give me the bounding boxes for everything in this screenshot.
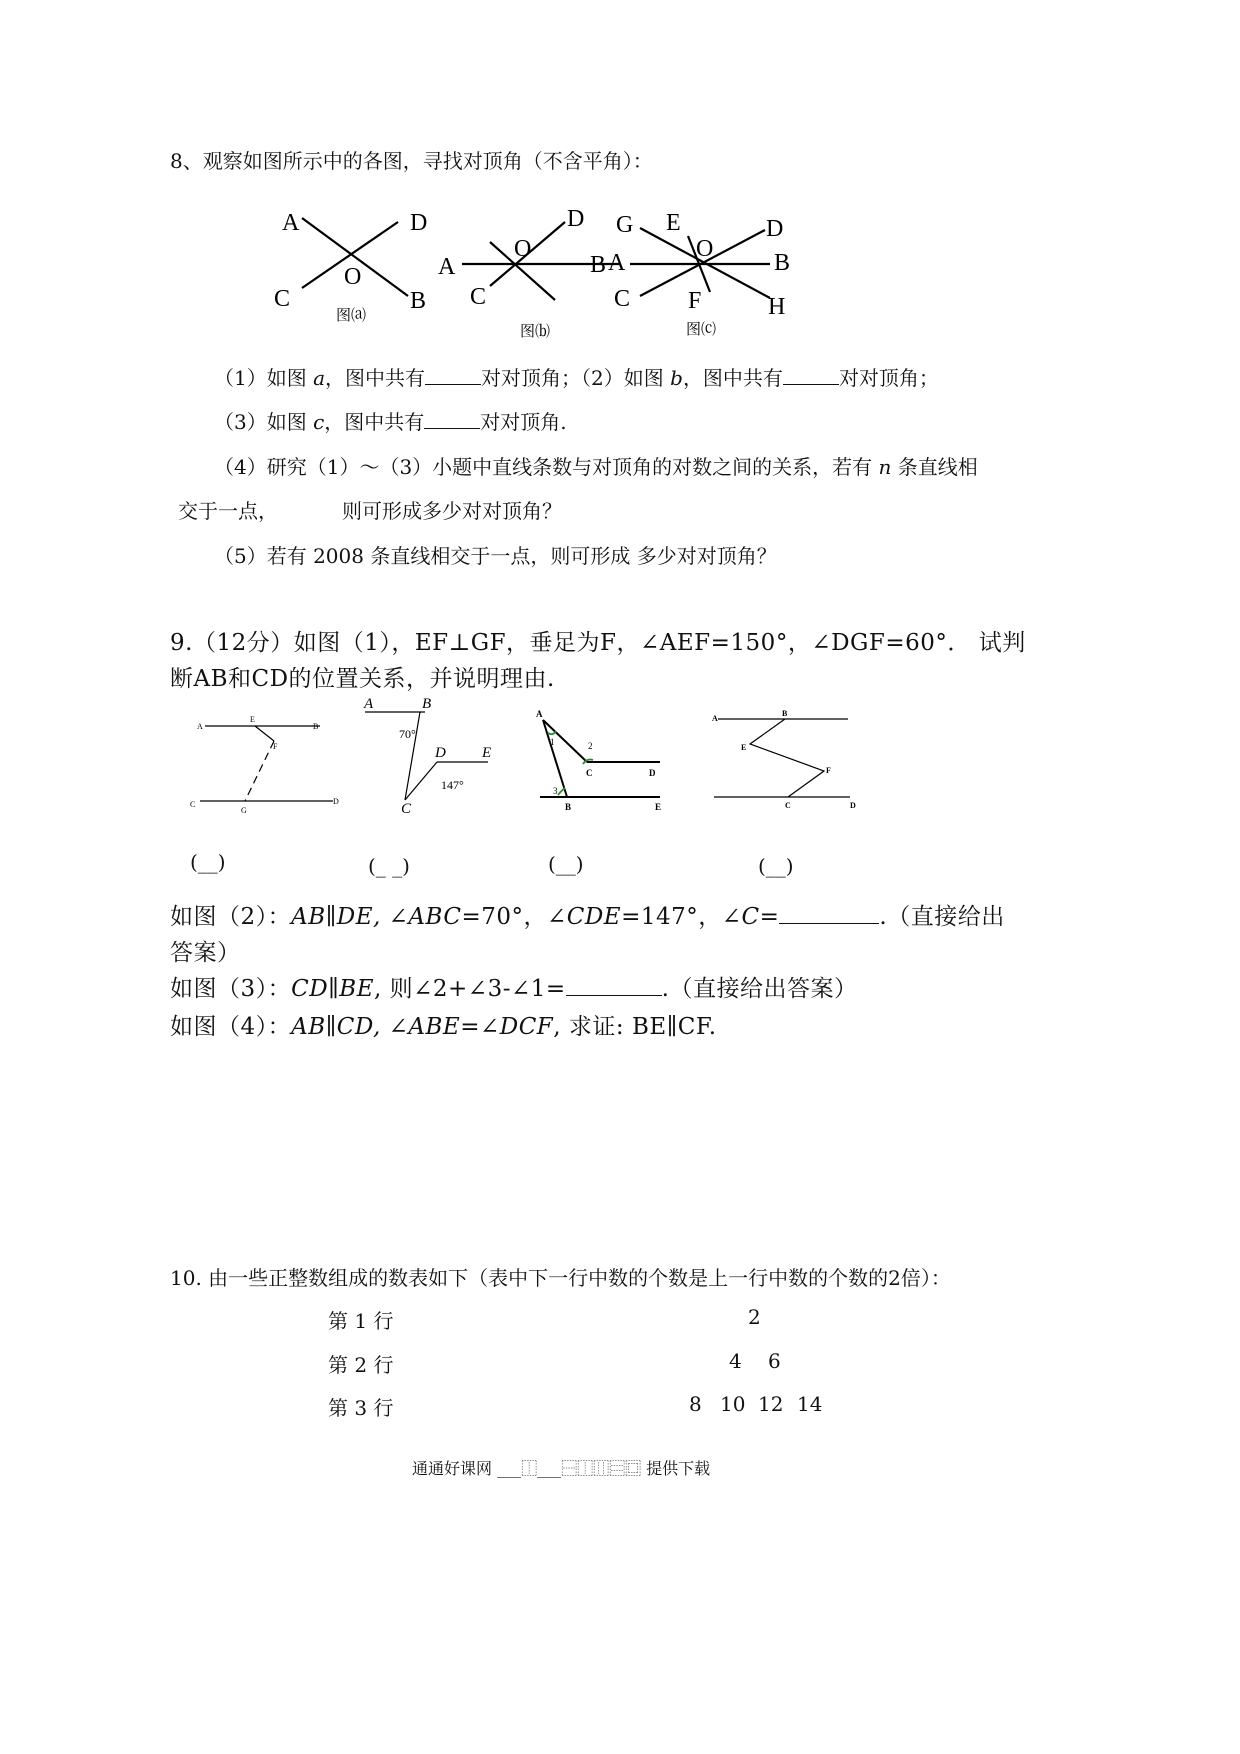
fig2-label-C: C <box>401 801 412 817</box>
fig-a-label-C: C <box>274 286 291 312</box>
fig3-label-E: E <box>655 802 662 812</box>
answer-blank-2[interactable] <box>783 364 839 385</box>
q10-row1-value-1: 2 <box>748 1305 761 1329</box>
fig1-label-A: A <box>197 722 203 731</box>
fig4-label-E: E <box>741 743 747 752</box>
fig4-label-D: D <box>850 801 856 810</box>
fig1-caption: (__) <box>190 850 226 874</box>
fig1-label-G: G <box>241 806 247 815</box>
q9-part3: 如图（3）：CD∥BE, 则∠2+∠3-∠1= .（直接给出答案） <box>170 970 857 1003</box>
fig-b-label-A: A <box>438 254 456 280</box>
q10-row2-value-2: 6 <box>768 1349 781 1373</box>
q8-sub1-2: （1）如图 a，图中共有 对对顶角；（2）如图 b，图中共有 对对顶角； <box>214 366 939 390</box>
fig2-label-D: D <box>435 745 446 761</box>
q10-row3-value-2: 10 <box>720 1392 746 1416</box>
fig-c-label-A: A <box>608 250 626 276</box>
answer-blank-angles[interactable] <box>566 972 662 996</box>
q10-title: 10. 由一些正整数组成的数表如下（表中下一行中数的个数是上一行中数的个数的2倍）： <box>170 1266 951 1290</box>
fig-b-label-B: B <box>590 252 607 278</box>
fig2-angle-D: 147° <box>441 778 464 792</box>
page-footer: 通通好课网 ___⿰___⿱⿰⿲⿳⿴ 提供下载 <box>412 1459 711 1478</box>
q9-figure-4 <box>700 705 870 820</box>
fig1-label-F: F <box>273 742 278 751</box>
fig-c-label-E: E <box>666 210 681 236</box>
answer-blank-1[interactable] <box>425 364 481 385</box>
q10-row3-value-4: 14 <box>797 1392 823 1416</box>
fig2-label-A: A <box>364 696 374 712</box>
fig2-angle-B: 70° <box>399 727 416 741</box>
q9-figure-2 <box>355 690 510 825</box>
fig1-label-B: B <box>313 722 319 731</box>
fig-c-label-H: H <box>768 294 786 320</box>
q8-sub3: （3）如图 c，图中共有 对对顶角. <box>214 410 567 434</box>
fig2-caption: (_ _) <box>368 854 410 878</box>
q8-title: 8、观察如图所示中的各图，寻找对顶角（不含平角）： <box>170 149 653 173</box>
fig4-label-C: C <box>785 801 791 810</box>
fig1-label-C: C <box>190 800 196 809</box>
fig-b-label-O: O <box>514 236 532 262</box>
fig3-label-B: B <box>565 802 572 812</box>
q10-row3-value-1: 8 <box>689 1392 702 1416</box>
fig-c-label-G: G <box>616 212 634 238</box>
fig4-caption: (__) <box>758 854 794 878</box>
q9-part2-line2: 答案） <box>170 940 241 966</box>
fig-c-label-O: O <box>696 236 714 262</box>
fig4-label-B: B <box>782 709 788 718</box>
q9-line1: 9.（12分）如图（1），EF⊥GF，垂足为F，∠AEF=150°，∠DGF=60°． 试判 <box>170 630 1026 656</box>
q9-part2: 如图（2）：AB∥DE, ∠ABC=70°，∠CDE=147°，∠C= .（直接给出 <box>170 898 1005 931</box>
answer-blank-3[interactable] <box>424 408 480 429</box>
fig-c-label-B: B <box>774 250 791 276</box>
fig2-label-E: E <box>482 745 492 761</box>
q10-row2-label: 第 2 行 <box>328 1353 394 1377</box>
fig3-label-3: 3 <box>553 786 558 796</box>
fig-a-label-O: O <box>344 264 362 290</box>
fig-b-label-D: D <box>567 206 585 232</box>
q10-row1-label: 第 1 行 <box>328 1309 394 1333</box>
fig-c-label-C: C <box>614 286 631 312</box>
q8-sub5: （5）若有 2008 条直线相交于一点，则可形成 多少对对顶角？ <box>214 544 777 568</box>
fig3-label-1: 1 <box>550 737 555 747</box>
fig1-label-E: E <box>250 715 255 724</box>
fig1-label-D: D <box>333 797 339 806</box>
fig3-caption: (__) <box>548 852 584 876</box>
fig-a-label-D: D <box>410 210 428 236</box>
fig3-label-A: A <box>536 709 543 719</box>
fig4-label-F: F <box>826 766 831 775</box>
q9-part4: 如图（4）：AB∥CD, ∠ABE=∠DCF, 求证: BE∥CF. <box>170 1014 717 1040</box>
q9-figure-3 <box>525 700 675 820</box>
q8-sub4-line2: 交于一点， 则可形成多少对对顶角？ <box>178 499 562 523</box>
fig3-label-2: 2 <box>588 741 593 751</box>
fig-c-label-F: F <box>688 288 702 314</box>
fig3-label-C: C <box>586 768 593 778</box>
fig-a-label-A: A <box>282 210 300 236</box>
fig-b-label-C: C <box>470 284 487 310</box>
fig-b-caption: 图⒝ <box>520 323 551 340</box>
fig4-label-A: A <box>712 714 718 723</box>
answer-blank-c[interactable] <box>779 900 879 924</box>
fig3-label-D: D <box>649 768 656 778</box>
q10-row2-value-1: 4 <box>729 1349 742 1373</box>
q9-line2: 断AB和CD的位置关系，并说明理由. <box>170 666 555 692</box>
q10-row3-value-3: 12 <box>758 1392 784 1416</box>
fig2-label-B: B <box>422 696 432 712</box>
q8-sub4: （4）研究（1）～（3）小题中直线条数与对顶角的对数之间的关系，若有 n 条直线相 <box>214 455 978 479</box>
fig-a-caption: 图⒜ <box>336 307 367 324</box>
q10-row3-label: 第 3 行 <box>328 1396 394 1420</box>
q9-figure-1 <box>185 705 355 825</box>
figure-c <box>600 200 820 345</box>
fig-c-label-D: D <box>766 216 784 242</box>
fig-a-label-B: B <box>410 288 427 314</box>
fig-c-caption: 图⒞ <box>686 321 717 338</box>
